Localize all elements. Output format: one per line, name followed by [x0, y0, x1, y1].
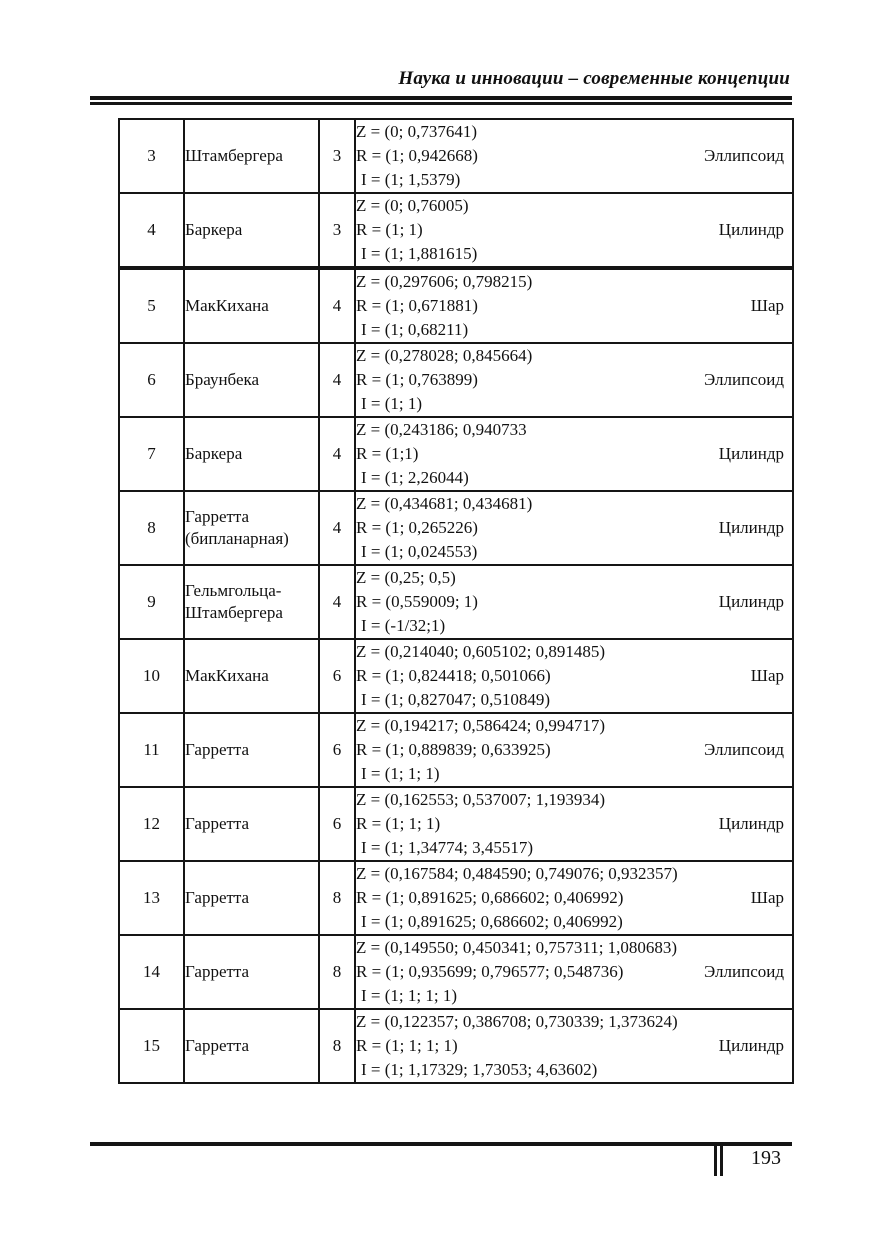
table-row — [119, 861, 793, 935]
method-name-cell: Штамбергера — [184, 119, 319, 193]
r-value: R = (1; 1; 1) — [356, 814, 441, 833]
shape-label: Эллипсоид — [704, 370, 784, 389]
i-value: I = (1; 1,5379) — [361, 170, 461, 189]
r-value: R = (1; 1) — [356, 220, 423, 239]
values-cell — [355, 1009, 793, 1083]
order-cell: 4 — [319, 268, 355, 343]
footer-double-bar — [714, 1142, 723, 1176]
values-cell — [355, 935, 793, 1009]
method-name-cell: МакКихана — [184, 639, 319, 713]
methods-table-body — [119, 119, 793, 1083]
i-value: I = (1; 1,881615) — [361, 244, 478, 263]
order-cell: 8 — [319, 935, 355, 1009]
row-number-cell: 13 — [119, 861, 184, 935]
i-value: I = (-1/32;1) — [361, 616, 446, 635]
table-row — [119, 119, 793, 193]
i-value: I = (1; 0,68211) — [361, 320, 469, 339]
table-row — [119, 343, 793, 417]
method-name-cell: Браунбека — [184, 343, 319, 417]
table-row — [119, 639, 793, 713]
values-cell — [355, 193, 793, 268]
order-cell: 3 — [319, 119, 355, 193]
order-cell: 6 — [319, 639, 355, 713]
z-value: Z = (0,243186; 0,940733 — [356, 420, 527, 439]
method-name-cell: Гарретта — [184, 787, 319, 861]
z-value: Z = (0,167584; 0,484590; 0,749076; 0,932357) — [356, 864, 678, 883]
order-cell: 4 — [319, 343, 355, 417]
row-number-cell: 6 — [119, 343, 184, 417]
values-cell — [355, 861, 793, 935]
shape-label: Эллипсоид — [704, 740, 784, 759]
order-cell: 8 — [319, 861, 355, 935]
z-value: Z = (0,162553; 0,537007; 1,193934) — [356, 790, 605, 809]
shape-label: Шар — [750, 666, 784, 685]
row-number-cell: 7 — [119, 417, 184, 491]
i-value: I = (1; 2,26044) — [361, 468, 469, 487]
r-value: R = (1; 0,763899) — [356, 370, 478, 389]
values-cell — [355, 713, 793, 787]
values-cell — [355, 565, 793, 639]
i-value: I = (1; 1,17329; 1,73053; 4,63602) — [361, 1060, 598, 1079]
r-value: R = (1; 0,942668) — [356, 146, 478, 165]
method-name-cell: Гарретта — [184, 935, 319, 1009]
order-cell: 4 — [319, 417, 355, 491]
order-cell: 6 — [319, 787, 355, 861]
order-cell: 6 — [319, 713, 355, 787]
r-value: R = (1; 1; 1; 1) — [356, 1036, 458, 1055]
i-value: I = (1; 1,34774; 3,45517) — [361, 838, 534, 857]
z-value: Z = (0,278028; 0,845664) — [356, 346, 533, 365]
table-row — [119, 1009, 793, 1083]
values-cell — [355, 417, 793, 491]
z-value: Z = (0,194217; 0,586424; 0,994717) — [356, 716, 605, 735]
values-cell — [355, 491, 793, 565]
z-value: Z = (0,122357; 0,386708; 0,730339; 1,373624) — [356, 1012, 678, 1031]
z-value: Z = (0,214040; 0,605102; 0,891485) — [356, 642, 605, 661]
shape-label: Цилиндр — [718, 220, 784, 239]
values-cell — [355, 343, 793, 417]
r-value: R = (1; 0,891625; 0,686602; 0,406992) — [356, 888, 624, 907]
shape-label: Цилиндр — [718, 592, 784, 611]
table-row — [119, 565, 793, 639]
order-cell: 8 — [319, 1009, 355, 1083]
table-row — [119, 491, 793, 565]
row-number-cell: 10 — [119, 639, 184, 713]
r-value: R = (1;1) — [356, 444, 419, 463]
z-value: Z = (0; 0,737641) — [356, 122, 478, 141]
i-value: I = (1; 0,024553) — [361, 542, 478, 561]
values-cell — [355, 787, 793, 861]
method-name-cell: Гарретта — [184, 861, 319, 935]
z-value: Z = (0,149550; 0,450341; 0,757311; 1,080683) — [356, 938, 678, 957]
table-row — [119, 787, 793, 861]
row-number-cell: 3 — [119, 119, 184, 193]
shape-label: Шар — [750, 888, 784, 907]
values-cell — [355, 639, 793, 713]
quadrature-methods-table — [118, 118, 794, 1084]
r-value: R = (1; 0,671881) — [356, 296, 478, 315]
method-name-cell: Гельмгольца-Штамбергера — [184, 565, 319, 639]
row-number-cell: 8 — [119, 491, 184, 565]
z-value: Z = (0,434681; 0,434681) — [356, 494, 533, 513]
page-number: 193 — [751, 1147, 781, 1169]
running-header-title: Наука и инновации – современные концепции — [398, 68, 790, 89]
table-row — [119, 417, 793, 491]
values-cell — [355, 268, 793, 343]
table-row — [119, 268, 793, 343]
header-double-rule — [90, 96, 792, 105]
method-name-cell: Гарретта (бипланарная) — [184, 491, 319, 565]
row-number-cell: 12 — [119, 787, 184, 861]
order-cell: 4 — [319, 491, 355, 565]
method-name-cell: МакКихана — [184, 268, 319, 343]
r-value: R = (1; 0,824418; 0,501066) — [356, 666, 551, 685]
method-name-cell: Баркера — [184, 193, 319, 268]
r-value: R = (1; 0,265226) — [356, 518, 478, 537]
footer-rule — [90, 1142, 792, 1146]
z-value: Z = (0,297606; 0,798215) — [356, 272, 533, 291]
method-name-cell: Гарретта — [184, 713, 319, 787]
z-value: Z = (0,25; 0,5) — [356, 568, 456, 587]
order-cell: 3 — [319, 193, 355, 268]
shape-label: Цилиндр — [718, 518, 784, 537]
row-number-cell: 9 — [119, 565, 184, 639]
row-number-cell: 4 — [119, 193, 184, 268]
i-value: I = (1; 0,891625; 0,686602; 0,406992) — [361, 912, 623, 931]
shape-label: Эллипсоид — [704, 146, 784, 165]
i-value: I = (1; 0,827047; 0,510849) — [361, 690, 551, 709]
table-row — [119, 193, 793, 268]
r-value: R = (1; 0,935699; 0,796577; 0,548736) — [356, 962, 624, 981]
method-name-cell: Гарретта — [184, 1009, 319, 1083]
i-value: I = (1; 1; 1) — [361, 764, 440, 783]
i-value: I = (1; 1) — [361, 394, 423, 413]
row-number-cell: 15 — [119, 1009, 184, 1083]
r-value: R = (1; 0,889839; 0,633925) — [356, 740, 551, 759]
shape-label: Шар — [750, 296, 784, 315]
table-row — [119, 935, 793, 1009]
row-number-cell: 14 — [119, 935, 184, 1009]
table-row — [119, 713, 793, 787]
shape-label: Эллипсоид — [704, 962, 784, 981]
values-cell — [355, 119, 793, 193]
r-value: R = (0,559009; 1) — [356, 592, 478, 611]
i-value: I = (1; 1; 1; 1) — [361, 986, 457, 1005]
row-number-cell: 11 — [119, 713, 184, 787]
z-value: Z = (0; 0,76005) — [356, 196, 469, 215]
row-number-cell: 5 — [119, 268, 184, 343]
shape-label: Цилиндр — [718, 814, 784, 833]
method-name-cell: Баркера — [184, 417, 319, 491]
order-cell: 4 — [319, 565, 355, 639]
shape-label: Цилиндр — [718, 1036, 784, 1055]
shape-label: Цилиндр — [718, 444, 784, 463]
